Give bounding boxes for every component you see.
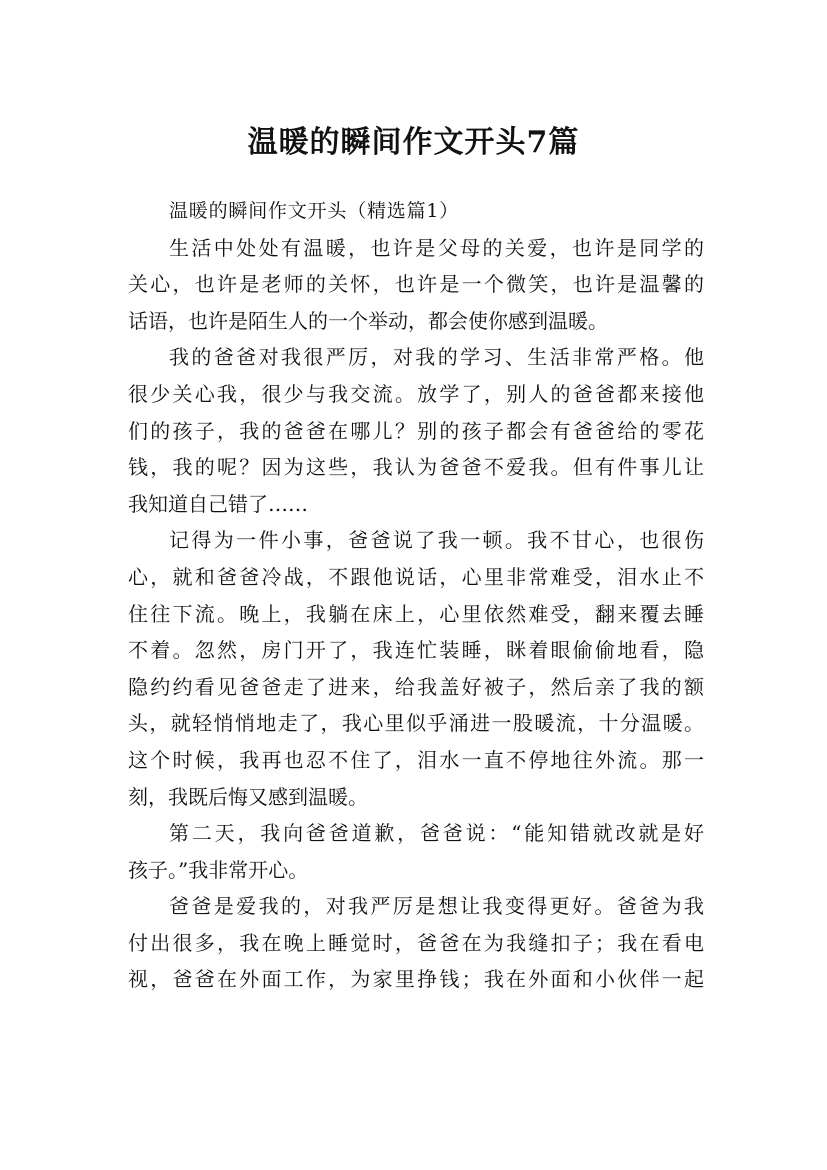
paragraph-line: 第二天，我向爸爸道歉，爸爸说：“能知错就改就是好 — [169, 821, 704, 846]
paragraph-line: 我的爸爸对我很严厉，对我的学习、生活非常严格。他 — [169, 345, 704, 370]
paragraph-line: 刻，我既后悔又感到温暖。 — [128, 784, 368, 809]
paragraph-line: 隐约约看见爸爸走了进来，给我盖好被子，然后亲了我的额 — [128, 674, 704, 699]
paragraph-1 — [128, 230, 704, 340]
document-title: 温暖的瞬间作文开头7篇 — [247, 125, 580, 161]
paragraph-5 — [128, 888, 704, 998]
paragraph-line: 生活中处处有温暖，也许是父母的关爱，也许是同学的 — [169, 235, 704, 260]
paragraph-line: 话语，也许是陌生人的一个举动，都会使你感到温暖。 — [128, 308, 608, 333]
paragraph-3 — [128, 522, 704, 815]
paragraph-line: 头，就轻悄悄地走了，我心里似乎涌进一股暖流，十分温暖。 — [128, 711, 704, 736]
paragraph-line: 住往下流。晚上，我躺在床上，心里依然难受，翻来覆去睡 — [128, 601, 704, 626]
paragraph-line: 孩子。”我非常开心。 — [128, 857, 309, 882]
paragraph-line: 视，爸爸在外面工作，为家里挣钱；我在外面和小伙伴一起 — [128, 967, 704, 992]
paragraph-line: 钱，我的呢？因为这些，我认为爸爸不爱我。但有件事儿让 — [128, 455, 704, 480]
paragraph-line: 很少关心我，很少与我交流。放学了，别人的爸爸都来接他 — [128, 381, 704, 406]
paragraph-line: 记得为一件小事，爸爸说了我一顿。我不甘心，也很伤 — [169, 528, 704, 553]
paragraph-line: 这个时候，我再也忍不住了，泪水一直不停地往外流。那一 — [128, 747, 704, 772]
paragraph-line: 心，就和爸爸冷战，不跟他说话，心里非常难受，泪水止不 — [128, 564, 704, 589]
section-heading: 温暖的瞬间作文开头（精选篇1） — [169, 200, 460, 222]
paragraph-line: 付出很多，我在晚上睡觉时，爸爸在为我缝扣子；我在看电 — [128, 930, 704, 955]
paragraph-line: 们的孩子，我的爸爸在哪儿？别的孩子都会有爸爸给的零花 — [128, 418, 704, 443]
paragraph-4 — [128, 815, 704, 888]
paragraph-line: 我知道自己错了…… — [128, 491, 308, 516]
paragraph-line: 关心，也许是老师的关怀，也许是一个微笑，也许是温馨的 — [128, 272, 704, 297]
paragraph-2 — [128, 339, 704, 522]
paragraph-line: 爸爸是爱我的，对我严厉是想让我变得更好。爸爸为我 — [169, 894, 704, 919]
paragraph-line: 不着。忽然，房门开了，我连忙装睡，眯着眼偷偷地看，隐 — [128, 638, 704, 663]
document-body — [128, 193, 704, 998]
